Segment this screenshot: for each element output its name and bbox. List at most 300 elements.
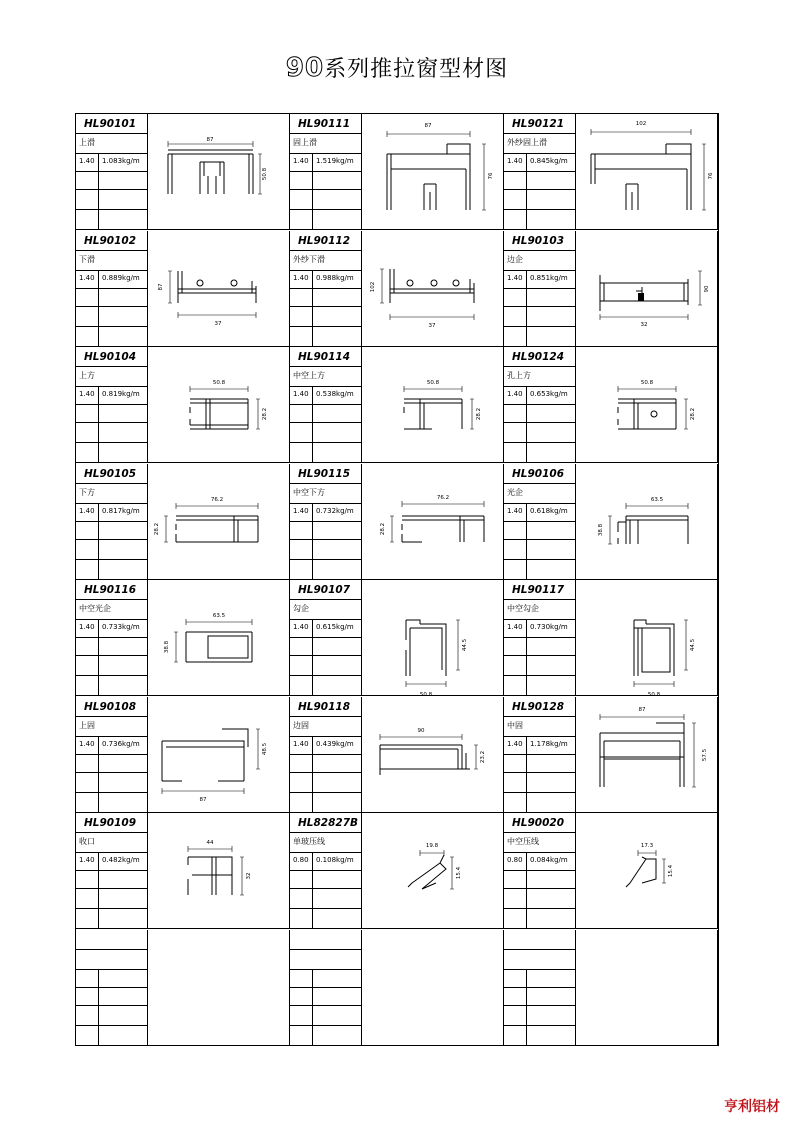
info-row [504, 271, 575, 289]
dimension-label: 102 [370, 281, 376, 292]
unit-weight: 1.178kg/m [530, 739, 568, 748]
info-row [290, 190, 361, 210]
dimension-label: 76.2 [436, 494, 450, 501]
wall-thickness: 1.40 [293, 623, 309, 631]
info-row [504, 190, 575, 210]
dimension-label: 32 [246, 872, 252, 880]
profile-cell-empty [290, 930, 504, 1046]
profile-drawing [148, 464, 290, 580]
info-row [76, 773, 147, 793]
info-row [76, 871, 147, 889]
info-divider [312, 504, 313, 580]
unit-weight: 0.108kg/m [316, 856, 354, 864]
unit-weight: 0.817kg/m [102, 506, 140, 515]
profile-code: HL90118 [290, 697, 361, 717]
dimension-label: 44.5 [690, 638, 696, 652]
dimension-label: 28.2 [476, 407, 482, 421]
unit-weight: 0.439kg/m [316, 739, 354, 748]
profile-name: 边固 [290, 717, 361, 737]
dimension-label: 38.8 [164, 640, 170, 654]
profile-drawing [148, 347, 290, 463]
info-divider [98, 154, 99, 230]
dimension-label: 90 [704, 285, 710, 292]
profile-drawing [362, 464, 504, 580]
wall-thickness: 1.40 [79, 390, 95, 398]
info-divider [312, 271, 313, 347]
info-row [76, 190, 147, 210]
info-row [76, 210, 147, 230]
info-row [76, 737, 147, 755]
info-row [76, 271, 147, 289]
info-divider [526, 970, 527, 1046]
info-row [290, 1026, 361, 1046]
profile-drawing [148, 580, 290, 696]
info-row [290, 871, 361, 889]
info-row [76, 1006, 147, 1026]
profile-cell-hl90121 [504, 114, 718, 230]
wall-thickness: 1.40 [507, 273, 523, 282]
info-row [504, 387, 575, 405]
profile-info-column [76, 580, 148, 696]
unit-weight: 0.482kg/m [102, 856, 140, 864]
info-row [504, 970, 575, 988]
info-row [76, 540, 147, 560]
title-text: 系列推拉窗型材图 [324, 57, 509, 82]
dimension-label: 37 [428, 322, 436, 329]
info-row [76, 172, 147, 190]
profile-code: HL90128 [504, 697, 575, 717]
profile-info-column [76, 464, 148, 580]
unit-weight: 1.083kg/m [102, 157, 140, 165]
info-row [504, 656, 575, 676]
profile-drawing [362, 114, 504, 230]
profile-info-column [76, 697, 148, 813]
dimension-label: 76 [488, 172, 494, 180]
dimension-label: 87 [199, 796, 207, 803]
profile-cell-hl90112 [290, 231, 504, 347]
profile-code: HL90020 [504, 813, 575, 833]
info-divider [98, 620, 99, 696]
profile-drawing [362, 813, 504, 929]
info-row [290, 773, 361, 793]
profile-name: 下方 [76, 484, 147, 504]
profile-cell-hl90118 [290, 697, 504, 813]
info-row [290, 522, 361, 540]
profile-code: HL90103 [504, 231, 575, 251]
profile-info-column [504, 580, 576, 696]
info-divider [526, 154, 527, 230]
dimension-label: 28.2 [262, 407, 268, 421]
info-divider [98, 970, 99, 1046]
info-divider [526, 271, 527, 347]
profile-cell-empty [76, 930, 290, 1046]
profile-name: 收口 [76, 833, 147, 853]
dimension-label: 19.8 [425, 843, 439, 849]
info-divider [312, 970, 313, 1046]
profile-name: 中空压线 [504, 833, 575, 853]
dimension-label: 44.5 [462, 638, 468, 652]
profile-info-column [76, 231, 148, 347]
profile-drawing [148, 813, 290, 929]
profile-drawing [148, 231, 290, 347]
unit-weight: 0.889kg/m [102, 273, 140, 282]
info-row [76, 755, 147, 773]
unit-weight: 0.845kg/m [530, 157, 568, 165]
info-row [76, 970, 147, 988]
info-row [76, 793, 147, 813]
unit-weight: 0.736kg/m [102, 739, 140, 748]
info-divider [312, 387, 313, 463]
profile-code: HL90109 [76, 813, 147, 833]
unit-weight: 0.730kg/m [530, 623, 568, 631]
wall-thickness: 0.80 [507, 856, 523, 864]
info-row [76, 289, 147, 307]
profile-cell-hl90103 [504, 231, 718, 347]
profile-code: HL90102 [76, 231, 147, 251]
profile-info-column [290, 580, 362, 696]
info-row [504, 443, 575, 463]
profile-cell-hl82827b [290, 813, 504, 929]
info-row [504, 889, 575, 909]
profile-code: HL90108 [76, 697, 147, 717]
profile-name: 外纱下滑 [290, 251, 361, 271]
info-row [504, 620, 575, 638]
profile-code: HL90101 [76, 114, 147, 134]
dimension-label: 50.8 [262, 167, 268, 181]
dimension-label: 87 [424, 123, 432, 129]
info-row [504, 423, 575, 443]
info-divider [312, 853, 313, 929]
wall-thickness: 1.40 [79, 506, 95, 515]
wall-thickness: 1.40 [293, 390, 309, 398]
wall-thickness: 0.80 [293, 856, 309, 864]
info-row [504, 909, 575, 929]
unit-weight: 0.084kg/m [530, 856, 568, 864]
info-row [290, 443, 361, 463]
info-divider [526, 504, 527, 580]
profile-drawing [576, 930, 718, 1046]
profile-cell-hl90116 [76, 580, 290, 696]
info-row [76, 638, 147, 656]
info-divider [526, 737, 527, 813]
dimension-label: 50.8 [426, 380, 440, 386]
info-row [76, 423, 147, 443]
info-row [76, 154, 147, 172]
unit-weight: 0.732kg/m [316, 506, 354, 515]
dimension-label: 15.4 [668, 864, 674, 878]
profile-name [76, 950, 147, 970]
info-row [290, 909, 361, 929]
info-row [76, 656, 147, 676]
info-row [504, 853, 575, 871]
info-row [504, 172, 575, 190]
profile-cell-hl90020 [504, 813, 718, 929]
profile-cell-hl90114 [290, 347, 504, 463]
info-divider [98, 387, 99, 463]
info-row [504, 289, 575, 307]
info-row [76, 620, 147, 638]
profile-name: 固上滑 [290, 134, 361, 154]
dimension-label: 87 [638, 706, 646, 713]
unit-weight: 0.618kg/m [530, 506, 568, 515]
profile-cell-hl90108 [76, 697, 290, 813]
wall-thickness: 1.40 [79, 273, 95, 282]
profile-info-column [504, 114, 576, 230]
dimension-label: 17.3 [640, 843, 654, 849]
info-row [504, 1026, 575, 1046]
profile-info-column [290, 347, 362, 463]
dimension-label: 76.2 [210, 496, 224, 503]
info-row [504, 638, 575, 656]
profile-info-column [76, 930, 148, 1046]
info-row [290, 405, 361, 423]
info-row [290, 793, 361, 813]
info-row [504, 1006, 575, 1026]
info-row [76, 676, 147, 696]
dimension-label: 76 [708, 172, 714, 180]
profile-info-column [504, 231, 576, 347]
info-row [290, 387, 361, 405]
info-row [504, 793, 575, 813]
info-row [76, 443, 147, 463]
profile-info-column [76, 813, 148, 929]
info-divider [526, 853, 527, 929]
wall-thickness: 1.40 [507, 390, 523, 398]
dimension-label: 57.5 [702, 748, 708, 761]
profile-code: HL90114 [290, 347, 361, 367]
wall-thickness: 1.40 [79, 739, 95, 748]
profile-info-column [290, 697, 362, 813]
info-row [290, 540, 361, 560]
profile-info-column [290, 231, 362, 347]
info-row [76, 504, 147, 522]
unit-weight: 0.988kg/m [316, 273, 354, 282]
info-row [290, 676, 361, 696]
unit-weight: 0.819kg/m [102, 390, 140, 398]
info-row [504, 210, 575, 230]
profile-drawing [362, 930, 504, 1046]
info-row [76, 853, 147, 871]
info-row [290, 271, 361, 289]
wall-thickness: 1.40 [507, 623, 523, 631]
unit-weight: 0.615kg/m [316, 623, 354, 631]
profile-cell-hl90105 [76, 464, 290, 580]
info-row [76, 560, 147, 580]
dimension-label: 32 [640, 321, 648, 328]
profile-name: 中空光企 [76, 600, 147, 620]
profile-info-column [290, 464, 362, 580]
dimension-label: 38.8 [598, 523, 604, 536]
unit-weight: 0.653kg/m [530, 390, 568, 398]
dimension-label: 63.5 [650, 496, 664, 503]
info-row [76, 387, 147, 405]
info-row [76, 988, 147, 1006]
profile-drawing [576, 580, 718, 696]
wall-thickness: 1.40 [507, 506, 523, 515]
profile-code [76, 930, 147, 950]
wall-thickness: 1.40 [293, 157, 309, 165]
unit-weight: 0.538kg/m [316, 390, 354, 398]
dimension-label: 102 [635, 121, 647, 127]
info-row [290, 737, 361, 755]
dimension-label: 15.4 [456, 866, 462, 880]
dimension-label: 87 [158, 283, 164, 290]
profile-code: HL90124 [504, 347, 575, 367]
profile-table [75, 113, 719, 1046]
dimension-label: 28.2 [380, 522, 386, 535]
profile-name: 外纱固上滑 [504, 134, 575, 154]
dimension-label: 37 [214, 320, 222, 327]
profile-name: 下滑 [76, 251, 147, 271]
profile-code: HL90112 [290, 231, 361, 251]
wall-thickness: 1.40 [79, 623, 95, 631]
info-row [290, 154, 361, 172]
profile-drawing [576, 114, 718, 230]
wall-thickness: 1.40 [293, 739, 309, 748]
info-row [504, 154, 575, 172]
info-row [290, 289, 361, 307]
profile-cell-empty [504, 930, 718, 1046]
info-divider [312, 737, 313, 813]
profile-name [504, 950, 575, 970]
info-row [290, 620, 361, 638]
info-row [290, 172, 361, 190]
unit-weight: 1.519kg/m [316, 157, 354, 165]
info-divider [98, 737, 99, 813]
info-row [290, 853, 361, 871]
profile-info-column [290, 813, 362, 929]
page-title [0, 52, 794, 83]
profile-code: HL90116 [76, 580, 147, 600]
profile-info-column [290, 930, 362, 1046]
info-divider [526, 387, 527, 463]
info-row [76, 405, 147, 423]
profile-code: HL90107 [290, 580, 361, 600]
info-divider [312, 154, 313, 230]
profile-code: HL90106 [504, 464, 575, 484]
info-row [76, 889, 147, 909]
profile-name: 中空下方 [290, 484, 361, 504]
profile-cell-hl90102 [76, 231, 290, 347]
profile-name: 上方 [76, 367, 147, 387]
profile-cell-hl90104 [76, 347, 290, 463]
profile-name: 中空勾企 [504, 600, 575, 620]
profile-info-column [290, 114, 362, 230]
profile-info-column [76, 347, 148, 463]
wall-thickness: 1.40 [293, 506, 309, 515]
profile-cell-hl90109 [76, 813, 290, 929]
dimension-label: 50.8 [647, 692, 661, 696]
unit-weight: 0.733kg/m [102, 623, 140, 631]
profile-cell-hl90124 [504, 347, 718, 463]
info-row [290, 560, 361, 580]
profile-code: HL90105 [76, 464, 147, 484]
profile-cell-hl90111 [290, 114, 504, 230]
info-row [504, 327, 575, 347]
info-row [76, 327, 147, 347]
profile-name: 上滑 [76, 134, 147, 154]
profile-cell-hl90117 [504, 580, 718, 696]
profile-drawing [576, 464, 718, 580]
info-row [290, 656, 361, 676]
profile-drawing [576, 813, 718, 929]
dimension-label: 50.8 [212, 380, 226, 386]
profile-drawing [576, 697, 718, 813]
dimension-label: 50.8 [640, 380, 654, 386]
profile-drawing [576, 347, 718, 463]
profile-cell-hl90128 [504, 697, 718, 813]
info-row [290, 504, 361, 522]
profile-info-column [504, 813, 576, 929]
series-number: 90 [285, 53, 325, 83]
dimension-label: 28.2 [154, 522, 160, 535]
profile-info-column [504, 464, 576, 580]
profile-drawing [362, 697, 504, 813]
unit-weight: 0.851kg/m [530, 273, 568, 282]
info-row [504, 307, 575, 327]
info-divider [98, 271, 99, 347]
info-divider [312, 620, 313, 696]
info-row [290, 210, 361, 230]
info-row [290, 988, 361, 1006]
profile-info-column [76, 114, 148, 230]
profile-name: 勾企 [290, 600, 361, 620]
profile-cell-hl90107 [290, 580, 504, 696]
info-row [504, 504, 575, 522]
info-row [76, 1026, 147, 1046]
profile-info-column [504, 930, 576, 1046]
profile-code: HL90111 [290, 114, 361, 134]
dimension-label: 50.8 [419, 692, 433, 696]
info-row [290, 638, 361, 656]
info-row [290, 307, 361, 327]
info-row [504, 522, 575, 540]
profile-code [290, 930, 361, 950]
dimension-label: 87 [206, 137, 214, 143]
profile-code: HL90121 [504, 114, 575, 134]
profile-name: 单玻压线 [290, 833, 361, 853]
dimension-label: 28.2 [690, 407, 696, 421]
info-row [504, 540, 575, 560]
profile-name [290, 950, 361, 970]
profile-name: 中空上方 [290, 367, 361, 387]
profile-drawing [148, 930, 290, 1046]
profile-drawing [148, 697, 290, 813]
info-row [504, 676, 575, 696]
info-row [290, 755, 361, 773]
info-row [504, 560, 575, 580]
profile-name: 上固 [76, 717, 147, 737]
profile-name: 孔上方 [504, 367, 575, 387]
profile-info-column [504, 347, 576, 463]
info-divider [98, 504, 99, 580]
profile-code: HL90104 [76, 347, 147, 367]
profile-info-column [504, 697, 576, 813]
info-row [290, 327, 361, 347]
info-row [504, 755, 575, 773]
info-row [76, 909, 147, 929]
profile-code: HL90115 [290, 464, 361, 484]
dimension-label: 90 [417, 727, 425, 734]
wall-thickness: 1.40 [293, 273, 309, 282]
profile-drawing [362, 231, 504, 347]
wall-thickness: 1.40 [79, 856, 95, 864]
info-row [504, 737, 575, 755]
wall-thickness: 1.40 [79, 157, 95, 165]
profile-drawing [148, 114, 290, 230]
profile-cell-hl90106 [504, 464, 718, 580]
profile-code: HL90117 [504, 580, 575, 600]
